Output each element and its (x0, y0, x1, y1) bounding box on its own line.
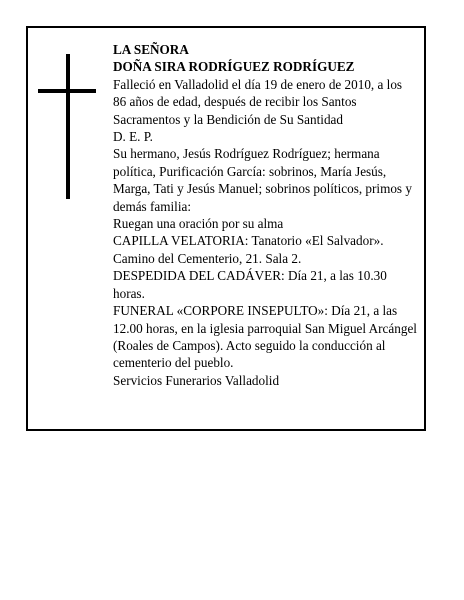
cross-horizontal-bar (38, 89, 96, 93)
prayer-request: Ruegan una oración por su alma (113, 216, 284, 232)
obituary-notice (26, 26, 426, 431)
cross-icon (38, 54, 96, 199)
notice-title: LA SEÑORA (113, 42, 189, 57)
farewell-info: DESPEDIDA DEL CADÁVER: Día 21, a las 10.30 horas. (113, 268, 387, 301)
chapel-info: CAPILLA VELATORIA: Tanatorio «El Salvador». Camino del Cementerio, 21. Sala 2. (113, 233, 384, 266)
family-list: Su hermano, Jesús Rodríguez Rodríguez; hermana política, Purificación García: sobrinos, María Jesús, Marga, Tati y Jesús Manuel; sobrinos políticos, primos y demás familia: (113, 146, 412, 214)
funeral-info: FUNERAL «CORPORE INSEPULTO»: Día 21, a las 12.00 horas, en la iglesia parroquial San Miguel Arcángel (Roales de Campos). Acto seguido la conducción al cementerio del pueblo. (113, 303, 417, 371)
funeral-services: Servicios Funerarios Valladolid (113, 372, 280, 388)
deceased-name: DOÑA SIRA RODRÍGUEZ RODRÍGUEZ (113, 59, 355, 75)
rip-line: D. E. P. (113, 129, 153, 145)
cross-vertical-bar (66, 54, 70, 199)
death-announcement: Falleció en Valladolid el día 19 de enero de 2010, a los 86 años de edad, después de recibir los Santos Sacramentos y la Bendición de Su Santidad (113, 76, 403, 127)
notice-text (113, 41, 418, 389)
